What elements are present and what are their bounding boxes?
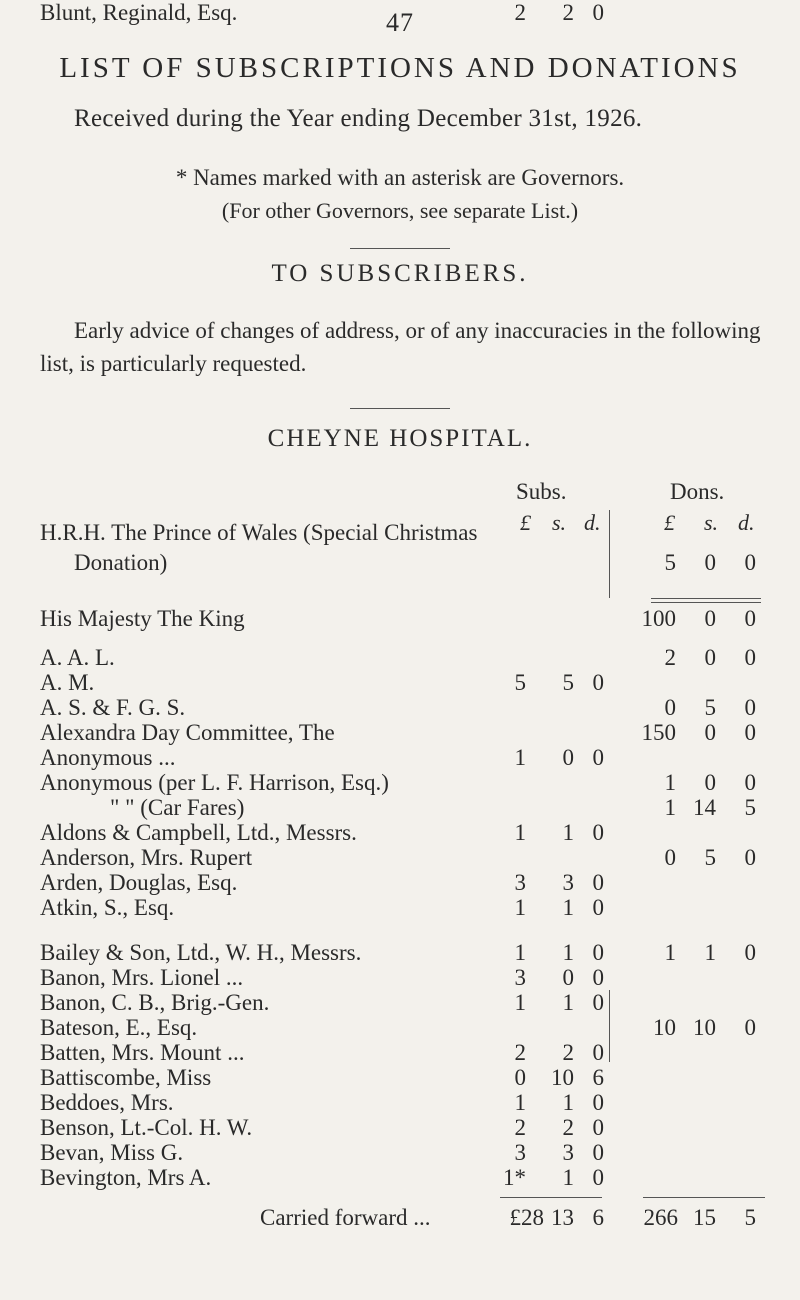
subs-shillings: 1 (562, 990, 574, 1015)
subs-pounds: 3 (514, 870, 526, 895)
subs-pence: 0 (592, 0, 604, 25)
subs-pence: 0 (592, 1115, 604, 1140)
subs-shillings: 1 (562, 1090, 574, 1115)
subs-shillings: 10 (551, 1065, 574, 1090)
subs-pence: 6 (592, 1065, 604, 1090)
list-item (0, 795, 800, 823)
dons-pence: 5 (744, 795, 756, 820)
subs-pounds: 1 (514, 990, 526, 1015)
subs-column-header: Subs. (516, 479, 567, 504)
subscriber-name: Anderson, Mrs. Rupert (40, 845, 253, 870)
subs-pounds: 1 (514, 895, 526, 920)
subscriber-name: " " (Car Fares) (110, 795, 245, 820)
subs-pounds: 5 (514, 670, 526, 695)
subscriber-name: Bateson, E., Esq. (40, 1015, 198, 1040)
list-item (0, 1065, 800, 1093)
hospital-title: CHEYNE HOSPITAL. (267, 425, 533, 452)
asterisk-note: * Names marked with an asterisk are Governors. (175, 165, 625, 190)
divider (350, 248, 450, 249)
list-item (0, 1140, 800, 1168)
subs-pounds: 1 (514, 745, 526, 770)
dons-shillings: 5 (704, 845, 716, 870)
list-item (0, 1090, 800, 1118)
divider (350, 408, 450, 409)
subscriber-name: Blunt, Reginald, Esq. (40, 0, 238, 25)
dons-pence: 0 (744, 940, 756, 965)
subs-shillings: 0 (562, 965, 574, 990)
subs-pence: 0 (592, 965, 604, 990)
dons-pence: 0 (744, 695, 756, 720)
dons-pounds: 0 (664, 845, 676, 870)
currency-pounds: £ (520, 510, 531, 535)
subs-shillings: 1 (562, 820, 574, 845)
list-item (0, 606, 800, 634)
list-item (0, 745, 800, 773)
subscriber-name: Battiscombe, Miss (40, 1065, 212, 1090)
list-item (0, 820, 800, 848)
subs-shillings: 1 (562, 895, 574, 920)
dons-pence: 0 (744, 645, 756, 670)
total-rule (643, 1197, 765, 1198)
dons-shillings: 10 (693, 1015, 716, 1040)
dons-pounds: 1 (664, 795, 676, 820)
carried-dons-pence: 5 (744, 1205, 756, 1230)
currency-shillings: s. (552, 510, 567, 535)
subscriber-name: Arden, Douglas, Esq. (40, 870, 238, 895)
subs-pounds: 2 (514, 0, 526, 25)
subscriber-name: A. A. L. (40, 645, 115, 670)
dons-pence: 0 (744, 845, 756, 870)
subscriber-name: Bailey & Son, Ltd., W. H., Messrs. (40, 940, 362, 965)
list-item (0, 940, 800, 968)
dons-shillings: 14 (693, 795, 716, 820)
list-item (0, 520, 800, 575)
subs-pounds: 0 (514, 1065, 526, 1090)
subs-pounds: 3 (514, 1140, 526, 1165)
subs-pounds: 1 (514, 1090, 526, 1115)
subs-pence: 0 (592, 1165, 604, 1190)
dons-shillings: 1 (704, 940, 716, 965)
subs-shillings: 1 (562, 1165, 574, 1190)
page-heading: LIST OF SUBSCRIPTIONS AND DONATIONS (59, 52, 741, 84)
list-item (0, 1040, 800, 1068)
subs-pence: 0 (592, 895, 604, 920)
subs-pounds: 2 (514, 1115, 526, 1140)
page-number: 47 (386, 8, 414, 37)
list-item (0, 1015, 800, 1043)
dons-pounds: 10 (653, 1015, 676, 1040)
subs-pounds: 1* (503, 1165, 526, 1190)
subs-shillings: 3 (562, 870, 574, 895)
dons-pounds: 150 (641, 720, 676, 745)
list-item (0, 1165, 800, 1193)
list-item (0, 770, 800, 798)
subs-pence: 0 (592, 940, 604, 965)
advice-line-1: Early advice of changes of address, or of any inaccuracies in the following (74, 318, 761, 343)
subscriber-name: A. S. & F. G. S. (40, 695, 186, 720)
subs-pence: 0 (592, 670, 604, 695)
dons-shillings: 0 (704, 770, 716, 795)
subs-shillings: 5 (562, 670, 574, 695)
subscriber-name: A. M. (40, 670, 95, 695)
subscriber-name: Aldons & Campbell, Ltd., Messrs. (40, 820, 357, 845)
subs-pounds: 1 (514, 820, 526, 845)
subs-pence: 0 (592, 820, 604, 845)
currency-pence: d. (584, 510, 601, 535)
list-item (0, 670, 800, 698)
list-item (0, 845, 800, 873)
subscriber-name: His Majesty The King (40, 606, 245, 631)
carried-forward-label: Carried forward ... (260, 1205, 431, 1230)
dons-pounds: 1 (664, 770, 676, 795)
subs-pence: 0 (592, 1140, 604, 1165)
dons-pounds: 5 (664, 550, 676, 575)
list-item (0, 0, 800, 28)
list-item (0, 1115, 800, 1143)
subscriber-name: Banon, Mrs. Lionel ... (40, 965, 244, 990)
dons-pence: 0 (744, 720, 756, 745)
dons-pounds: 2 (664, 645, 676, 670)
subs-shillings: 2 (562, 1115, 574, 1140)
subs-shillings: 3 (562, 1140, 574, 1165)
dons-pence: 0 (744, 550, 756, 575)
subscriber-name: Beddoes, Mrs. (40, 1090, 174, 1115)
currency-pence: d. (738, 510, 755, 535)
page-subheading: Received during the Year ending December 31st, 1926. (74, 105, 643, 132)
dons-shillings: 5 (704, 695, 716, 720)
subscriber-name: Alexandra Day Committee, The (40, 720, 335, 745)
total-rule (500, 1197, 602, 1198)
dons-pence: 0 (744, 606, 756, 631)
subs-pence: 0 (592, 745, 604, 770)
subscriber-name: Anonymous (per L. F. Harrison, Esq.) (40, 770, 389, 795)
dons-column-header: Dons. (670, 479, 725, 504)
dons-shillings: 0 (704, 645, 716, 670)
subscriber-name: Anonymous ... (40, 745, 176, 770)
subscriber-name: Bevington, Mrs A. (40, 1165, 212, 1190)
subs-shillings: 2 (562, 1040, 574, 1065)
subscriber-name: Batten, Mrs. Mount ... (40, 1040, 245, 1065)
list-item (0, 870, 800, 898)
list-item (0, 895, 800, 923)
currency-shillings: s. (704, 510, 719, 535)
list-item (0, 720, 800, 748)
dons-shillings: 0 (704, 550, 716, 575)
subscriber-name-continued: Donation) (74, 550, 168, 575)
subscriber-name: Banon, C. B., Brig.-Gen. (40, 990, 270, 1015)
subs-shillings: 0 (562, 745, 574, 770)
dons-shillings: 0 (704, 720, 716, 745)
carried-dons-pounds: 266 (643, 1205, 678, 1230)
subs-pounds: 2 (514, 1040, 526, 1065)
subs-shillings: 1 (562, 940, 574, 965)
currency-pounds: £ (664, 510, 675, 535)
subs-pence: 0 (592, 990, 604, 1015)
list-item (0, 990, 800, 1018)
subs-pence: 0 (592, 1040, 604, 1065)
subs-pounds: 1 (514, 940, 526, 965)
subscriber-name: Bevan, Miss G. (40, 1140, 184, 1165)
dons-pounds: 1 (664, 940, 676, 965)
list-item (0, 645, 800, 673)
governors-note: (For other Governors, see separate List.) (221, 198, 579, 223)
subs-pence: 0 (592, 1090, 604, 1115)
advice-line-2: list, is particularly requested. (40, 351, 307, 376)
carried-dons-shillings: 15 (693, 1205, 716, 1230)
subscriber-name: H.R.H. The Prince of Wales (Special Christmas (40, 520, 478, 545)
list-item (0, 695, 800, 723)
dons-pence: 0 (744, 770, 756, 795)
dons-pounds: 0 (664, 695, 676, 720)
subscriber-name: Atkin, S., Esq. (40, 895, 175, 920)
carried-subs-shillings: 13 (551, 1205, 574, 1230)
dons-pounds: 100 (641, 606, 676, 631)
subs-pence: 0 (592, 870, 604, 895)
list-item (0, 965, 800, 993)
subs-pounds: 3 (514, 965, 526, 990)
dons-pence: 0 (744, 1015, 756, 1040)
dons-shillings: 0 (704, 606, 716, 631)
subs-shillings: 2 (562, 0, 574, 25)
carried-subs-pounds: £28 (509, 1205, 544, 1230)
section-title: TO SUBSCRIBERS. (271, 260, 529, 287)
carried-subs-pence: 6 (592, 1205, 604, 1230)
subscriber-name: Benson, Lt.-Col. H. W. (40, 1115, 253, 1140)
double-rule (651, 598, 761, 603)
